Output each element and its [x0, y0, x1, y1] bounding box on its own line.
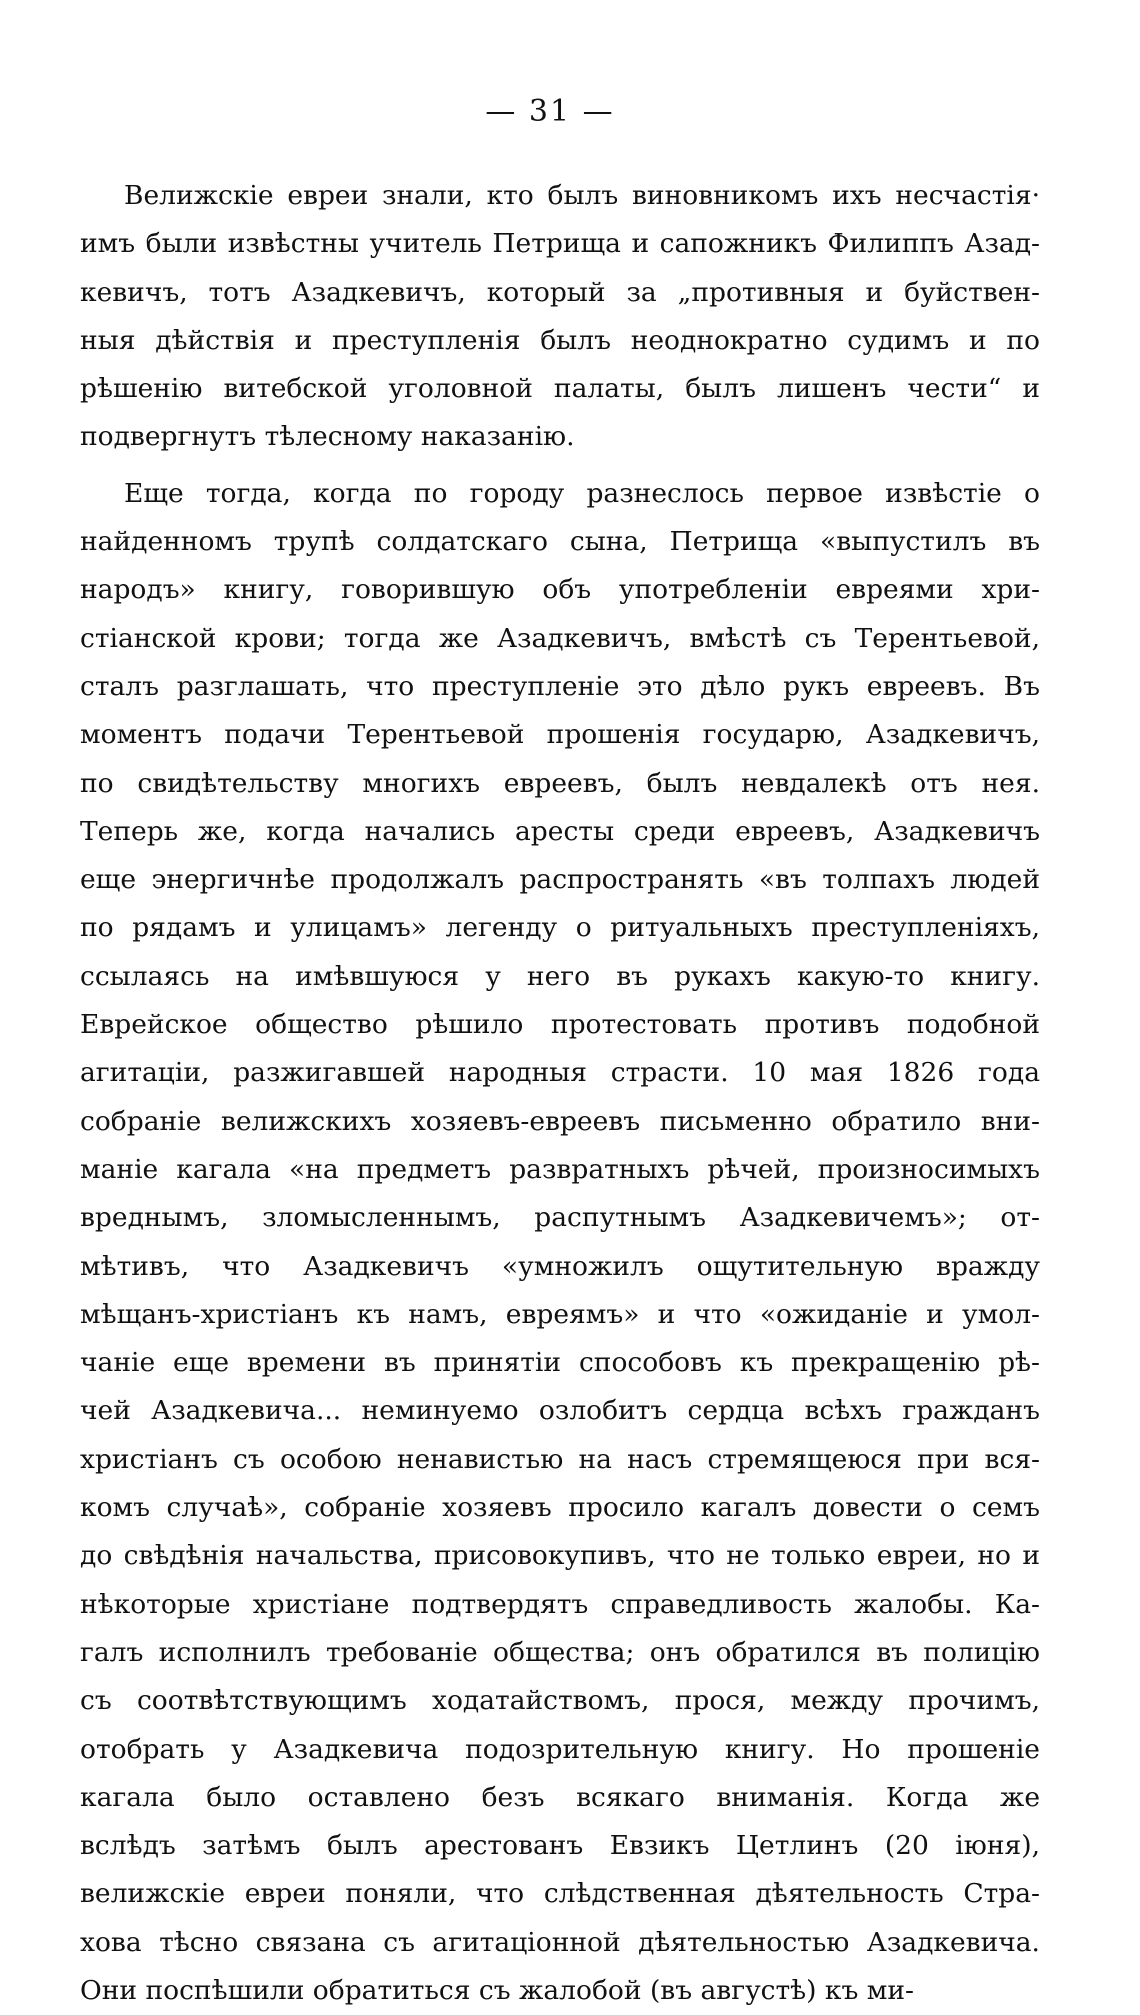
text-line: вреднымъ, зломысленнымъ, распутнымъ Азадкевичемъ»; от-: [80, 1202, 1040, 1234]
text-line: до свѣдѣнія начальства, присовокупивъ, что не только евреи, но и: [80, 1540, 1040, 1572]
body-text: [80, 172, 1040, 2015]
text-line: мѣщанъ-христіанъ къ намъ, евреямъ» и что «ожиданіе и умол-: [80, 1298, 1040, 1330]
text-line: еще энергичнѣе продолжалъ распространять «въ толпахъ людей: [80, 864, 1040, 896]
text-line: рѣшенію витебской уголовной палаты, былъ лишенъ чести“ и: [80, 373, 1040, 405]
text-line: христіанъ съ особою ненавистью на насъ стремящеюся при вся-: [80, 1443, 1040, 1475]
text-line: Велижскіе евреи знали, кто былъ виновникомъ ихъ несчастія·: [124, 180, 1040, 211]
text-line: галъ исполнилъ требованіе общества; онъ обратился въ полицію: [80, 1636, 1040, 1668]
text-line: моментъ подачи Терентьевой прошенія государю, Азадкевичъ,: [80, 719, 1040, 751]
paragraph-2: [80, 470, 1040, 2015]
text-line: кевичъ, тотъ Азадкевичъ, который за „противныя и буйствен-: [80, 276, 1040, 308]
text-line: имъ были извѣстны учитель Петрища и сапожникъ Филиппъ Азад-: [80, 228, 1040, 260]
paragraph-gap: [80, 462, 1040, 470]
text-line: подвергнутъ тѣлесному наказанію.: [80, 421, 575, 453]
text-line: найденномъ трупѣ солдатскаго сына, Петрища «выпустилъ въ: [80, 526, 1040, 558]
text-line: стіанской крови; тогда же Азадкевичъ, вмѣстѣ съ Терентьевой,: [80, 622, 1040, 654]
page-number: — 31 —: [485, 94, 615, 129]
text-line: Еще тогда, когда по городу разнеслось первое извѣстіе о: [124, 477, 1040, 509]
text-line: ссылаясь на имѣвшуюся у него въ рукахъ какую-то книгу.: [80, 960, 1040, 992]
text-line: чей Азадкевича... неминуемо озлобитъ сердца всѣхъ гражданъ: [80, 1395, 1040, 1427]
text-line: мѣтивъ, что Азадкевичъ «умножилъ ощутительную вражду: [80, 1250, 1040, 1282]
text-line: хова тѣсно связана съ агитаціонной дѣятельностью Азадкевича.: [80, 1926, 1040, 1958]
text-line: ныя дѣйствія и преступленія былъ неоднократно судимъ и по: [80, 324, 1040, 356]
text-line: по рядамъ и улицамъ» легенду о ритуальныхъ преступленіяхъ,: [80, 912, 1040, 944]
text-line: вслѣдъ затѣмъ былъ арестованъ Евзикъ Цетлинъ (20 іюня),: [80, 1830, 1040, 1862]
text-line: собраніе велижскихъ хозяевъ-евреевъ письменно обратило вни-: [80, 1105, 1040, 1137]
text-line: нѣкоторые христіане подтвердятъ справедливость жалобы. Ка-: [80, 1588, 1040, 1620]
text-line: велижскіе евреи поняли, что слѣдственная дѣятельность Стра-: [80, 1878, 1040, 1910]
text-line: Они поспѣшили обратиться съ жалобой (въ августѣ) къ ми-: [80, 1974, 914, 2006]
text-line: отобрать у Азадкевича подозрительную книгу. Но прошеніе: [80, 1733, 1040, 1765]
text-line: народъ» книгу, говорившую объ употребленіи евреями хри-: [80, 574, 1040, 606]
text-line: Теперь же, когда начались аресты среди евреевъ, Азадкевичъ: [80, 815, 1040, 847]
text-line: Еврейское общество рѣшило протестовать противъ подобной: [80, 1009, 1040, 1041]
text-line: сталъ разглашать, что преступленіе это дѣло рукъ евреевъ. Въ: [80, 670, 1040, 702]
text-line: агитаціи, разжигавшей народныя страсти. 10 мая 1826 года: [80, 1057, 1040, 1089]
text-line: комъ случаѣ», собраніе хозяевъ просило кагалъ довести о семъ: [80, 1492, 1040, 1524]
text-line: кагала было оставлено безъ всякаго вниманія. Когда же: [80, 1781, 1040, 1813]
text-line: съ соотвѣтствующимъ ходатайствомъ, прося, между прочимъ,: [80, 1685, 1040, 1717]
paragraph-1: [80, 172, 1040, 462]
text-line: чаніе еще времени въ принятіи способовъ къ прекращенію рѣ-: [80, 1347, 1040, 1379]
text-line: маніе кагала «на предметъ развратныхъ рѣчей, произносимыхъ: [80, 1153, 1040, 1185]
text-line: по свидѣтельству многихъ евреевъ, былъ невдалекѣ отъ нея.: [80, 767, 1040, 799]
